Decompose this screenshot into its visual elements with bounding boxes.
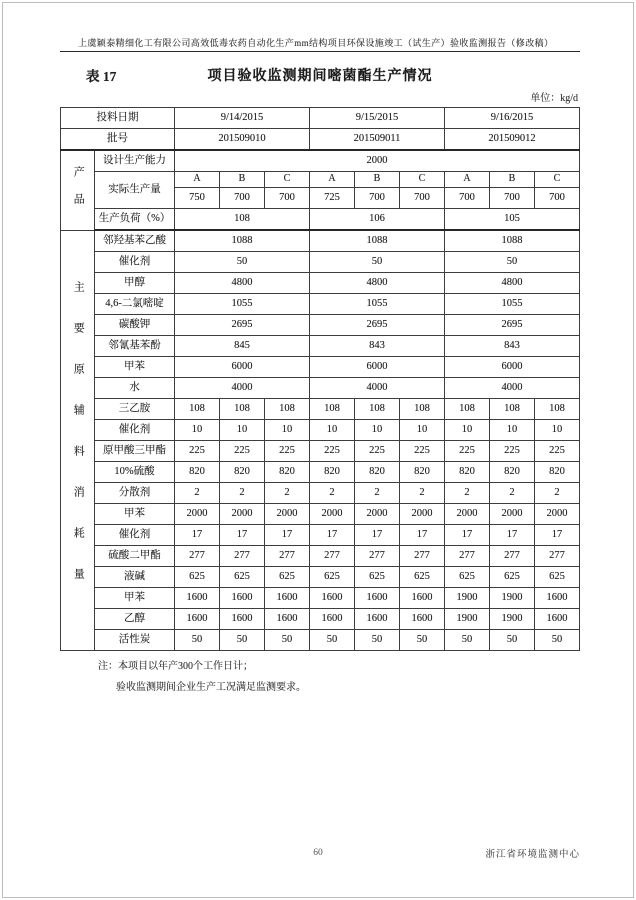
material-value-cell: 820: [265, 462, 310, 483]
table-row: [61, 378, 580, 399]
material-value-cell: 1600: [265, 588, 310, 609]
material-row-label: 甲苯: [95, 357, 175, 378]
material-value-cell: 625: [400, 567, 445, 588]
table-row: [61, 525, 580, 546]
table-row: [61, 546, 580, 567]
material-value-cell: 1088: [175, 230, 310, 252]
note-line: 验收监测期间企业生产工况满足监测要求。: [116, 682, 306, 693]
material-value-cell: 50: [445, 252, 580, 273]
material-row-label: 催化剂: [95, 525, 175, 546]
table-row: [61, 630, 580, 651]
material-value-cell: 277: [490, 546, 535, 567]
material-value-cell: 1055: [445, 294, 580, 315]
table-row: [61, 252, 580, 273]
material-value-cell: 225: [310, 441, 355, 462]
material-value-cell: 4000: [310, 378, 445, 399]
material-value-cell: 17: [535, 525, 580, 546]
material-value-cell: 2: [310, 483, 355, 504]
output-value-cell: 725: [310, 188, 355, 209]
material-value-cell: 843: [310, 336, 445, 357]
table-row: [61, 441, 580, 462]
date-cell: 9/14/2015: [175, 108, 310, 129]
material-row-label: 甲苯: [95, 588, 175, 609]
material-value-cell: 820: [445, 462, 490, 483]
material-value-cell: 108: [490, 399, 535, 420]
date-cell: 9/15/2015: [310, 108, 445, 129]
output-value-cell: 700: [220, 188, 265, 209]
column-letter-cell: C: [535, 172, 580, 188]
material-value-cell: 2: [490, 483, 535, 504]
material-value-cell: 50: [355, 630, 400, 651]
material-value-cell: 1088: [310, 230, 445, 252]
table-row: [61, 108, 580, 129]
material-value-cell: 2: [355, 483, 400, 504]
material-value-cell: 277: [220, 546, 265, 567]
material-value-cell: 820: [535, 462, 580, 483]
material-value-cell: 2000: [310, 504, 355, 525]
output-value-cell: 700: [265, 188, 310, 209]
material-value-cell: 1600: [535, 588, 580, 609]
material-value-cell: 625: [445, 567, 490, 588]
material-value-cell: 10: [175, 420, 220, 441]
material-value-cell: 1600: [310, 609, 355, 630]
load-row-label: 生产负荷（%）: [95, 209, 175, 231]
material-row-label: 乙醇: [95, 609, 175, 630]
material-value-cell: 820: [220, 462, 265, 483]
table-number-label: 表 17: [86, 69, 117, 84]
material-value-cell: 17: [355, 525, 400, 546]
material-value-cell: 108: [175, 399, 220, 420]
column-letter-cell: C: [400, 172, 445, 188]
material-value-cell: 820: [175, 462, 220, 483]
material-value-cell: 1055: [310, 294, 445, 315]
column-letter-cell: B: [490, 172, 535, 188]
material-row-label: 甲醇: [95, 273, 175, 294]
table-row: [61, 172, 580, 188]
note-line: 注：本项目以年产300个工作日计；: [98, 661, 253, 672]
column-letter-cell: A: [310, 172, 355, 188]
material-value-cell: 845: [175, 336, 310, 357]
material-row-label: 催化剂: [95, 420, 175, 441]
material-value-cell: 108: [535, 399, 580, 420]
material-value-cell: 17: [220, 525, 265, 546]
material-value-cell: 108: [310, 399, 355, 420]
design-capacity-value: 2000: [175, 150, 580, 172]
material-row-label: 甲苯: [95, 504, 175, 525]
material-value-cell: 277: [355, 546, 400, 567]
material-value-cell: 17: [490, 525, 535, 546]
date-row-label: 投料日期: [61, 108, 175, 129]
material-value-cell: 225: [355, 441, 400, 462]
column-letter-cell: C: [265, 172, 310, 188]
table-row: [61, 588, 580, 609]
material-value-cell: 1600: [535, 609, 580, 630]
table-title-row: [60, 65, 580, 85]
table-row: [61, 567, 580, 588]
material-value-cell: 17: [265, 525, 310, 546]
output-value-cell: 700: [535, 188, 580, 209]
material-value-cell: 2695: [175, 315, 310, 336]
material-row-label: 水: [95, 378, 175, 399]
table-title: 项目验收监测期间嘧菌酯生产情况: [207, 69, 433, 84]
material-row-label: 三乙胺: [95, 399, 175, 420]
unit-label: 单位：kg/d: [530, 93, 578, 104]
material-row-label: 碳酸钾: [95, 315, 175, 336]
material-value-cell: 6000: [310, 357, 445, 378]
running-header: 上虞颖泰精细化工有限公司高效低毒农药自动化生产mm结构项目环保设施竣工（试生产）验收监测报告（修改稿）: [78, 38, 554, 48]
output-value-cell: 700: [490, 188, 535, 209]
actual-output-label: 实际生产量: [95, 172, 175, 209]
material-value-cell: 2000: [535, 504, 580, 525]
load-value-cell: 108: [175, 209, 310, 231]
material-row-label: 4,6-二氯嘧啶: [95, 294, 175, 315]
material-value-cell: 625: [220, 567, 265, 588]
material-value-cell: 10: [355, 420, 400, 441]
material-value-cell: 108: [445, 399, 490, 420]
product-group-label: 产品: [61, 150, 95, 230]
load-value-cell: 105: [445, 209, 580, 231]
material-value-cell: 108: [355, 399, 400, 420]
material-value-cell: 1600: [400, 609, 445, 630]
material-value-cell: 50: [175, 252, 310, 273]
table-row: [61, 294, 580, 315]
material-value-cell: 1900: [490, 588, 535, 609]
material-value-cell: 1600: [310, 588, 355, 609]
material-value-cell: 1900: [445, 588, 490, 609]
material-value-cell: 17: [400, 525, 445, 546]
material-value-cell: 1900: [490, 609, 535, 630]
material-value-cell: 50: [445, 630, 490, 651]
page-number: 60: [313, 848, 323, 858]
page-content: [60, 36, 580, 699]
material-value-cell: 225: [265, 441, 310, 462]
material-row-label: 催化剂: [95, 252, 175, 273]
material-value-cell: 225: [400, 441, 445, 462]
material-value-cell: 17: [175, 525, 220, 546]
batch-cell: 201509012: [445, 129, 580, 151]
material-value-cell: 2: [175, 483, 220, 504]
table-row: [61, 230, 580, 252]
table-row: [61, 129, 580, 151]
material-value-cell: 625: [535, 567, 580, 588]
material-value-cell: 50: [400, 630, 445, 651]
material-value-cell: 50: [310, 630, 355, 651]
material-value-cell: 277: [265, 546, 310, 567]
output-value-cell: 700: [400, 188, 445, 209]
material-value-cell: 10: [220, 420, 265, 441]
material-value-cell: 4800: [175, 273, 310, 294]
material-value-cell: 2000: [490, 504, 535, 525]
material-value-cell: 4000: [175, 378, 310, 399]
column-letter-cell: B: [220, 172, 265, 188]
material-value-cell: 277: [310, 546, 355, 567]
material-value-cell: 225: [175, 441, 220, 462]
column-letter-cell: A: [445, 172, 490, 188]
material-row-label: 液碱: [95, 567, 175, 588]
design-capacity-label: 设计生产能力: [95, 150, 175, 172]
material-value-cell: 625: [265, 567, 310, 588]
material-row-label: 硫酸二甲酯: [95, 546, 175, 567]
material-value-cell: 108: [265, 399, 310, 420]
table-row: [61, 209, 580, 231]
material-value-cell: 2000: [265, 504, 310, 525]
material-value-cell: 17: [310, 525, 355, 546]
material-value-cell: 625: [175, 567, 220, 588]
material-value-cell: 50: [310, 252, 445, 273]
material-value-cell: 1900: [445, 609, 490, 630]
material-value-cell: 10: [265, 420, 310, 441]
material-value-cell: 10: [310, 420, 355, 441]
material-value-cell: 2: [220, 483, 265, 504]
batch-row-label: 批号: [61, 129, 175, 151]
batch-cell: 201509010: [175, 129, 310, 151]
material-value-cell: 50: [490, 630, 535, 651]
material-value-cell: 1600: [355, 588, 400, 609]
material-value-cell: 625: [310, 567, 355, 588]
material-value-cell: 2: [535, 483, 580, 504]
column-letter-cell: B: [355, 172, 400, 188]
material-row-label: 邻羟基苯乙酸: [95, 230, 175, 252]
material-value-cell: 277: [175, 546, 220, 567]
material-value-cell: 50: [175, 630, 220, 651]
material-value-cell: 2000: [220, 504, 265, 525]
notes-block: [98, 657, 580, 693]
material-value-cell: 6000: [175, 357, 310, 378]
material-row-label: 原甲酸三甲酯: [95, 441, 175, 462]
material-value-cell: 277: [535, 546, 580, 567]
material-value-cell: 4000: [445, 378, 580, 399]
output-value-cell: 700: [445, 188, 490, 209]
output-value-cell: 750: [175, 188, 220, 209]
material-value-cell: 225: [490, 441, 535, 462]
material-value-cell: 17: [445, 525, 490, 546]
table-row: [61, 399, 580, 420]
material-value-cell: 225: [535, 441, 580, 462]
material-value-cell: 4800: [310, 273, 445, 294]
material-row-label: 活性炭: [95, 630, 175, 651]
date-cell: 9/16/2015: [445, 108, 580, 129]
material-value-cell: 843: [445, 336, 580, 357]
consumption-group-label: 主要原辅料消耗量: [61, 230, 95, 651]
material-value-cell: 820: [355, 462, 400, 483]
material-value-cell: 6000: [445, 357, 580, 378]
material-value-cell: 2000: [445, 504, 490, 525]
material-value-cell: 225: [445, 441, 490, 462]
table-row: [61, 504, 580, 525]
material-value-cell: 4800: [445, 273, 580, 294]
material-row-label: 10%硫酸: [95, 462, 175, 483]
table-row: [61, 336, 580, 357]
material-value-cell: 2000: [400, 504, 445, 525]
footer-organization: 浙江省环境监测中心: [485, 850, 580, 860]
material-value-cell: 108: [220, 399, 265, 420]
material-value-cell: 2000: [355, 504, 400, 525]
material-value-cell: 625: [490, 567, 535, 588]
material-row-label: 邻氰基苯酚: [95, 336, 175, 357]
material-value-cell: 820: [400, 462, 445, 483]
output-value-cell: 700: [355, 188, 400, 209]
material-value-cell: 2: [400, 483, 445, 504]
material-value-cell: 2695: [310, 315, 445, 336]
material-value-cell: 50: [220, 630, 265, 651]
production-table-body: [61, 108, 580, 651]
material-value-cell: 1600: [265, 609, 310, 630]
material-value-cell: 225: [220, 441, 265, 462]
material-value-cell: 277: [400, 546, 445, 567]
material-row-label: 分散剂: [95, 483, 175, 504]
material-value-cell: 108: [400, 399, 445, 420]
material-value-cell: 277: [445, 546, 490, 567]
table-row: [61, 150, 580, 172]
material-value-cell: 1088: [445, 230, 580, 252]
material-value-cell: 2: [445, 483, 490, 504]
material-value-cell: 1600: [400, 588, 445, 609]
material-value-cell: 1600: [175, 588, 220, 609]
material-value-cell: 1600: [220, 588, 265, 609]
material-value-cell: 50: [265, 630, 310, 651]
material-value-cell: 10: [490, 420, 535, 441]
table-row: [61, 273, 580, 294]
material-value-cell: 1055: [175, 294, 310, 315]
material-value-cell: 1600: [355, 609, 400, 630]
material-value-cell: 10: [535, 420, 580, 441]
material-value-cell: 2000: [175, 504, 220, 525]
material-value-cell: 2: [265, 483, 310, 504]
material-value-cell: 1600: [175, 609, 220, 630]
table-row: [61, 315, 580, 336]
table-row: [61, 462, 580, 483]
table-row: [61, 357, 580, 378]
material-value-cell: 2695: [445, 315, 580, 336]
material-value-cell: 10: [445, 420, 490, 441]
material-value-cell: 1600: [220, 609, 265, 630]
load-value-cell: 106: [310, 209, 445, 231]
material-value-cell: 625: [355, 567, 400, 588]
material-value-cell: 820: [310, 462, 355, 483]
table-row: [61, 609, 580, 630]
production-table: [60, 107, 580, 651]
table-row: [61, 420, 580, 441]
material-value-cell: 820: [490, 462, 535, 483]
material-value-cell: 50: [535, 630, 580, 651]
table-row: [61, 483, 580, 504]
material-value-cell: 10: [400, 420, 445, 441]
column-letter-cell: A: [175, 172, 220, 188]
batch-cell: 201509011: [310, 129, 445, 151]
header-rule: [60, 51, 580, 52]
